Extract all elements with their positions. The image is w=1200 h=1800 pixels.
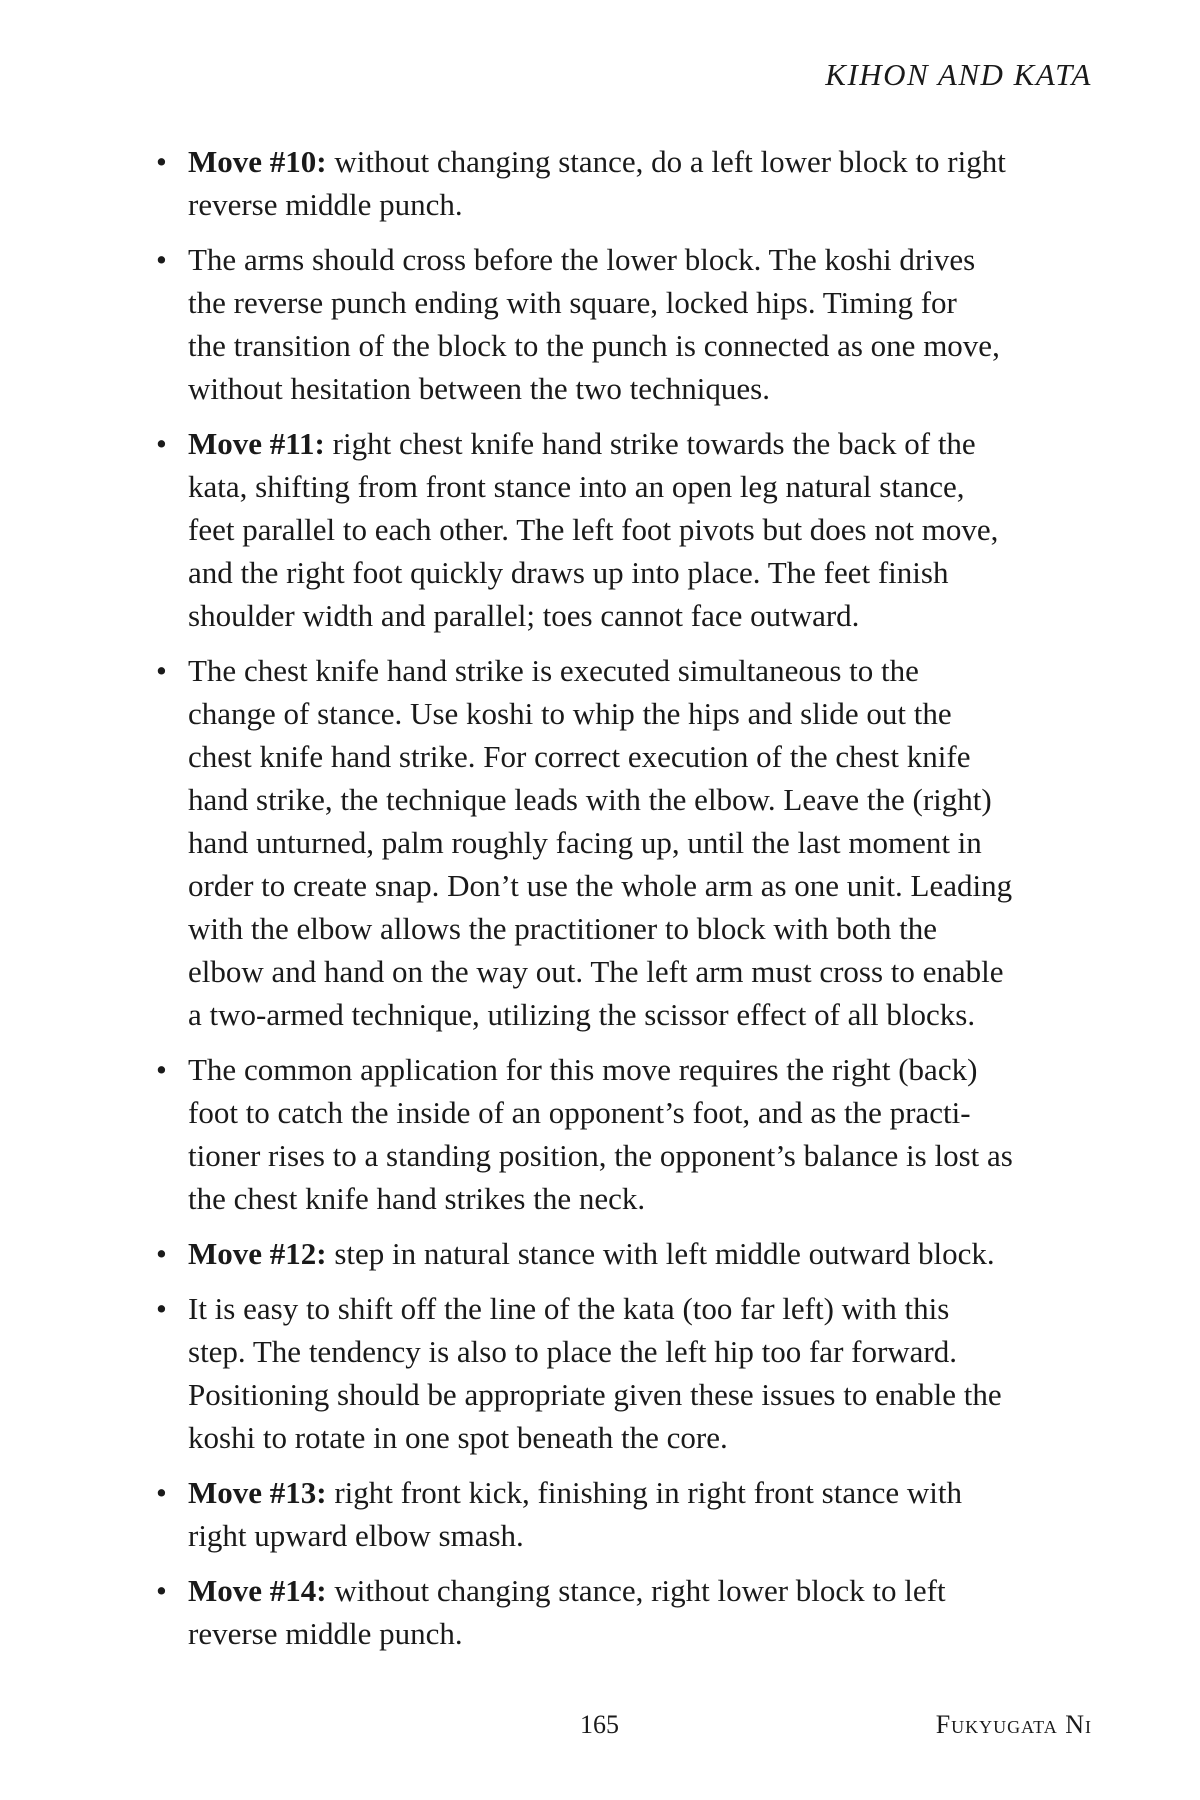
text-line: order to create snap. Don’t use the whole arm as one unit. Leading — [188, 868, 1013, 903]
text-line: Move #14: without changing stance, right lower block to left — [188, 1573, 946, 1608]
text-line: hand unturned, palm roughly facing up, until the last moment in — [188, 825, 982, 860]
bullet-icon: • — [156, 144, 167, 179]
text-line: the reverse punch ending with square, locked hips. Timing for — [188, 285, 957, 320]
move-label: Move #12: — [188, 1236, 327, 1271]
text-line: The chest knife hand strike is executed simultaneous to the — [188, 653, 919, 688]
bullet-icon: • — [156, 1052, 167, 1087]
text-line: It is easy to shift off the line of the kata (too far left) with this — [188, 1291, 950, 1326]
move-label: Move #14: — [188, 1573, 327, 1608]
bullet-icon: • — [156, 1573, 167, 1608]
text-line: Positioning should be appropriate given these issues to enable the — [188, 1377, 1002, 1412]
text-line: a two-armed technique, utilizing the scissor effect of all blocks. — [188, 997, 976, 1032]
text-line: feet parallel to each other. The left foot pivots but does not move, — [188, 512, 999, 547]
text-line: chest knife hand strike. For correct execution of the chest knife — [188, 739, 971, 774]
running-head: KIHON AND KATA — [825, 57, 1092, 92]
text-line: the chest knife hand strikes the neck. — [188, 1181, 646, 1216]
move-label: Move #13: — [188, 1475, 327, 1510]
text-line: Move #12: step in natural stance with left middle outward block. — [188, 1236, 995, 1271]
list-item-move-10 — [156, 140, 1076, 226]
running-foot: Fukyugata Ni — [935, 1710, 1092, 1739]
text-line: reverse middle punch. — [188, 187, 463, 222]
text-line: The common application for this move requires the right (back) — [188, 1052, 978, 1087]
bullet-icon: • — [156, 242, 167, 277]
list-item-note-10 — [156, 238, 1076, 410]
list-item-note-11a — [156, 649, 1076, 1036]
text-line: and the right foot quickly draws up into place. The feet finish — [188, 555, 949, 590]
text-line: The arms should cross before the lower block. The koshi drives — [188, 242, 976, 277]
text-line: elbow and hand on the way out. The left arm must cross to enable — [188, 954, 1004, 989]
page-number: 165 — [580, 1710, 619, 1739]
text-line: Move #11: right chest knife hand strike towards the back of the — [188, 426, 976, 461]
text-line: with the elbow allows the practitioner to block with both the — [188, 911, 938, 946]
text-line: reverse middle punch. — [188, 1616, 463, 1651]
text-line: hand strike, the technique leads with the elbow. Leave the (right) — [188, 782, 992, 817]
text-line: koshi to rotate in one spot beneath the core. — [188, 1420, 728, 1455]
text-line: without hesitation between the two techniques. — [188, 371, 770, 406]
move-label: Move #10: — [188, 144, 327, 179]
list-item-move-13 — [156, 1471, 1076, 1557]
move-label: Move #11: — [188, 426, 325, 461]
list-item-note-11b — [156, 1048, 1076, 1220]
text-line: foot to catch the inside of an opponent’s foot, and as the practi- — [188, 1095, 971, 1130]
list-item-note-12 — [156, 1287, 1076, 1459]
text-line: Move #10: without changing stance, do a left lower block to right — [188, 144, 1006, 179]
bullet-icon: • — [156, 1236, 167, 1271]
text-line: step. The tendency is also to place the left hip too far forward. — [188, 1334, 958, 1369]
text-line: shoulder width and parallel; toes cannot face outward. — [188, 598, 860, 633]
list-item-move-12 — [156, 1232, 1076, 1275]
bullet-icon: • — [156, 653, 167, 688]
bullet-icon: • — [156, 1475, 167, 1510]
text-line: the transition of the block to the punch is connected as one move, — [188, 328, 1000, 363]
text-line: right upward elbow smash. — [188, 1518, 524, 1553]
bullet-icon: • — [156, 1291, 167, 1326]
bullet-list — [156, 140, 1076, 1667]
text-line: change of stance. Use koshi to whip the hips and slide out the — [188, 696, 952, 731]
list-item-move-14 — [156, 1569, 1076, 1655]
text-line: tioner rises to a standing position, the opponent’s balance is lost as — [188, 1138, 1013, 1173]
text-line: kata, shifting from front stance into an open leg natural stance, — [188, 469, 965, 504]
list-item-move-11 — [156, 422, 1076, 637]
bullet-icon: • — [156, 426, 167, 461]
text-line: Move #13: right front kick, finishing in right front stance with — [188, 1475, 962, 1510]
